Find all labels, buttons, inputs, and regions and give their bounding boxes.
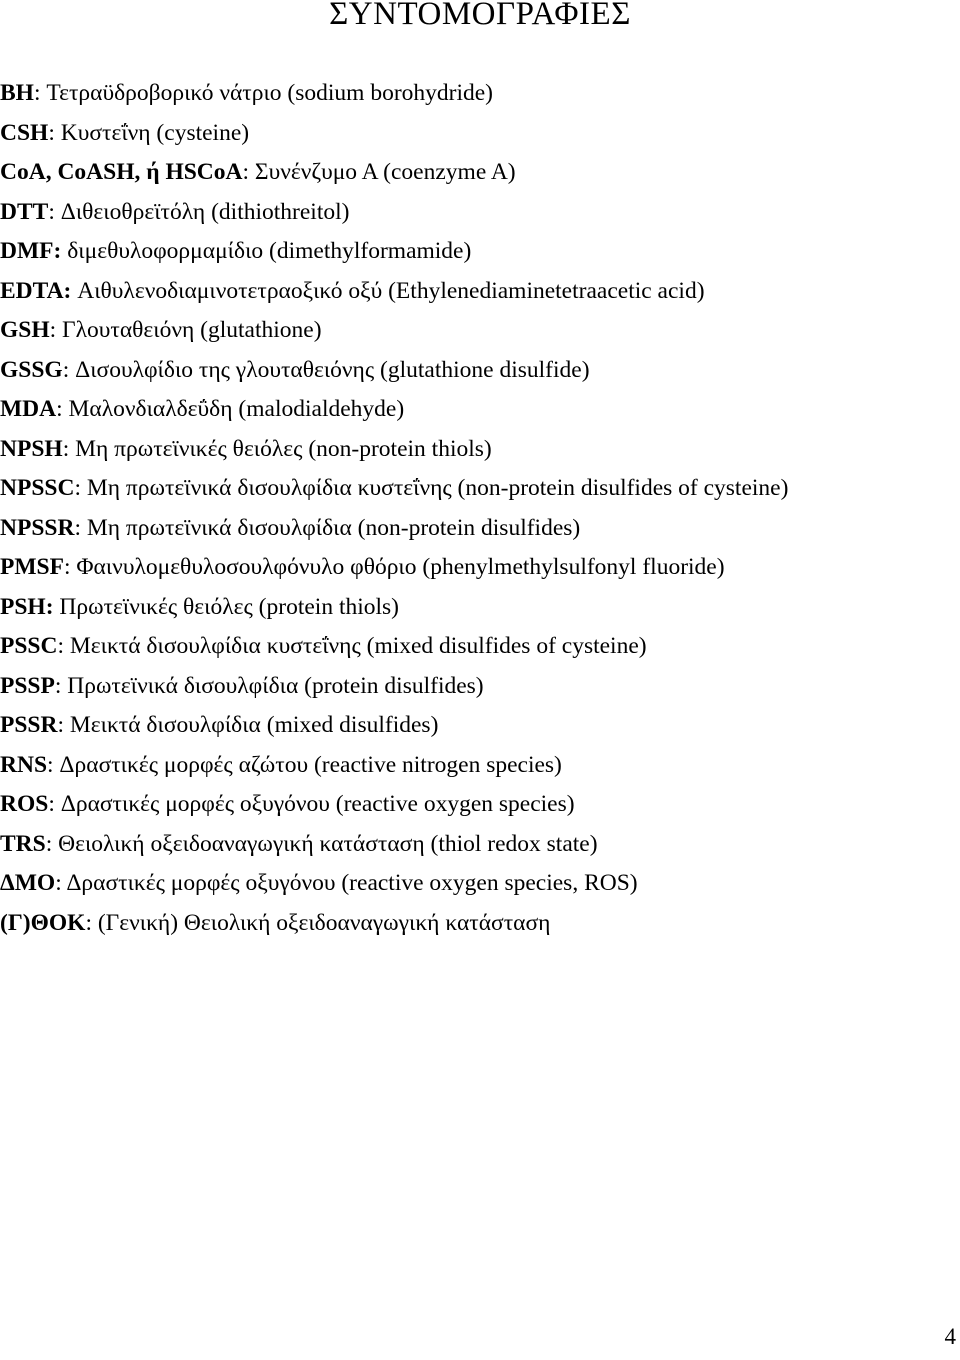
abbreviation-separator: : <box>49 317 63 343</box>
abbreviation-definition: Διθειοθρεϊτόλη (dithiothreitol) <box>60 198 350 225</box>
abbreviation-definition: Μαλονδιαλδεΰδη (malodialdehyde) <box>68 396 405 422</box>
abbreviation-separator: : <box>48 198 61 225</box>
abbreviation-term: (Γ)ΘΟΚ <box>0 909 86 936</box>
page-title: ΣΥΝΤΟΜΟΓΡΑΦΙΕΣ <box>329 0 631 32</box>
abbreviation-term: GSSG <box>0 356 63 383</box>
abbreviation-separator: : <box>57 633 70 659</box>
abbreviation-definition: Μεικτά δισουλφίδια (mixed disulfides) <box>69 712 439 738</box>
abbreviation-definition: Θειολική οξειδοαναγωγική κατάσταση (thiol redox state) <box>58 830 598 857</box>
abbreviation-separator: : <box>54 672 68 699</box>
abbreviation-term: DMF: <box>0 238 62 264</box>
abbreviation-definition: Μη πρωτεϊνικά δισουλφίδια κυστεΐνης (non-protein disulfides of cysteine) <box>86 475 789 501</box>
abbreviation-item <box>0 785 788 825</box>
abbreviation-term: RNS <box>0 751 48 778</box>
abbreviation-item <box>0 114 788 154</box>
abbreviation-item <box>0 746 788 786</box>
abbreviation-term: NPSSR <box>0 514 75 541</box>
abbreviation-definition: Δισουλφίδιο της γλουταθειόνης (glutathione disulfide) <box>75 356 590 383</box>
abbreviation-item <box>0 272 788 312</box>
abbreviation-term: PSSC <box>0 633 58 659</box>
abbreviation-separator: : <box>57 712 70 738</box>
abbreviation-separator: : <box>45 830 59 857</box>
abbreviation-term: BH <box>0 80 34 106</box>
abbreviation-separator: : <box>242 159 255 185</box>
abbreviation-definition: Αιθυλενοδιαμινοτετραοξικό οξύ (Ethylenediaminetetraacetic acid) <box>77 277 705 304</box>
abbreviation-term: CoA, CoASH, ή HSCoA <box>0 159 243 185</box>
abbreviation-term: ΔΜΟ <box>0 870 56 896</box>
abbreviation-item <box>0 864 788 904</box>
abbreviation-term: PSH: <box>0 593 54 620</box>
abbreviation-separator: : <box>48 119 61 146</box>
abbreviation-term: DTT <box>0 198 49 225</box>
abbreviation-item <box>0 390 788 430</box>
abbreviation-item <box>0 311 788 351</box>
abbreviation-item <box>0 548 788 588</box>
abbreviation-term: CSH <box>0 119 49 146</box>
abbreviation-separator: : <box>74 514 87 541</box>
abbreviation-definition: Δραστικές μορφές οξυγόνου (reactive oxygen species) <box>60 791 575 817</box>
abbreviation-term: TRS <box>0 830 46 857</box>
abbreviation-item <box>0 825 788 865</box>
abbreviation-definition: Μεικτά δισουλφίδια κυστεΐνης (mixed disulfides of cysteine) <box>69 633 647 659</box>
abbreviation-term: PSSP <box>0 672 55 699</box>
abbreviation-item <box>0 706 788 746</box>
abbreviation-item <box>0 351 788 391</box>
abbreviation-item <box>0 74 788 114</box>
abbreviation-definition: Γλουταθειόνη (glutathione) <box>62 317 322 343</box>
abbreviation-definition: Πρωτεϊνικές θειόλες (protein thiols) <box>59 593 400 620</box>
abbreviation-item <box>0 667 788 707</box>
abbreviation-list <box>0 74 788 943</box>
abbreviation-definition: Μη πρωτεϊνικά δισουλφίδια (non-protein disulfides) <box>86 514 581 541</box>
abbreviation-separator: : <box>74 475 87 501</box>
abbreviation-term: NPSSC <box>0 475 75 501</box>
abbreviation-definition: (Γενική) Θειολική οξειδοαναγωγική κατάσταση <box>97 909 551 936</box>
abbreviation-term: GSH <box>0 317 50 343</box>
abbreviation-separator: : <box>55 870 67 896</box>
abbreviation-term: ROS <box>0 791 49 817</box>
abbreviation-separator: : <box>33 80 47 106</box>
abbreviation-item <box>0 430 788 470</box>
abbreviation-term: MDA <box>0 396 57 422</box>
abbreviation-item <box>0 627 788 667</box>
abbreviation-definition: Συνένζυμο Α (coenzyme A) <box>254 159 516 185</box>
page-number: 4 <box>944 1324 956 1349</box>
abbreviation-item <box>0 469 788 509</box>
abbreviation-term: PSSR <box>0 712 58 738</box>
abbreviation-definition: Κυστεΐνη (cysteine) <box>60 119 250 146</box>
abbreviation-separator: : <box>62 435 76 462</box>
abbreviation-item <box>0 904 788 944</box>
abbreviation-definition: διμεθυλοφορμαμίδιο (dimethylformamide) <box>67 238 472 264</box>
abbreviation-definition: Μη πρωτεϊνικές θειόλες (non-protein thiols) <box>75 435 492 462</box>
abbreviation-term: EDTA: <box>0 277 72 304</box>
abbreviation-separator: : <box>56 396 69 422</box>
abbreviation-definition: Φαινυλομεθυλοσουλφόνυλο φθόριο (phenylmethylsulfonyl fluoride) <box>76 554 725 580</box>
abbreviation-term: PMSF <box>0 554 64 580</box>
abbreviation-definition: Τετραϋδροβορικό νάτριο (sodium borohydride) <box>46 80 494 106</box>
abbreviation-definition: Δραστικές μορφές οξυγόνου (reactive oxygen species, ROS) <box>66 870 638 896</box>
abbreviation-term: NPSH <box>0 435 63 462</box>
abbreviation-item <box>0 588 788 628</box>
abbreviation-separator: : <box>63 554 77 580</box>
abbreviation-definition: Δραστικές μορφές αζώτου (reactive nitrogen species) <box>59 751 562 778</box>
abbreviation-item <box>0 509 788 549</box>
abbreviation-definition: Πρωτεϊνικά δισουλφίδια (protein disulfides) <box>67 672 484 699</box>
abbreviation-separator: : <box>47 751 60 778</box>
abbreviation-item <box>0 153 788 193</box>
abbreviation-item <box>0 193 788 233</box>
abbreviation-item <box>0 232 788 272</box>
abbreviation-separator: : <box>62 356 76 383</box>
abbreviation-separator: : <box>85 909 98 936</box>
abbreviation-separator: : <box>48 791 61 817</box>
